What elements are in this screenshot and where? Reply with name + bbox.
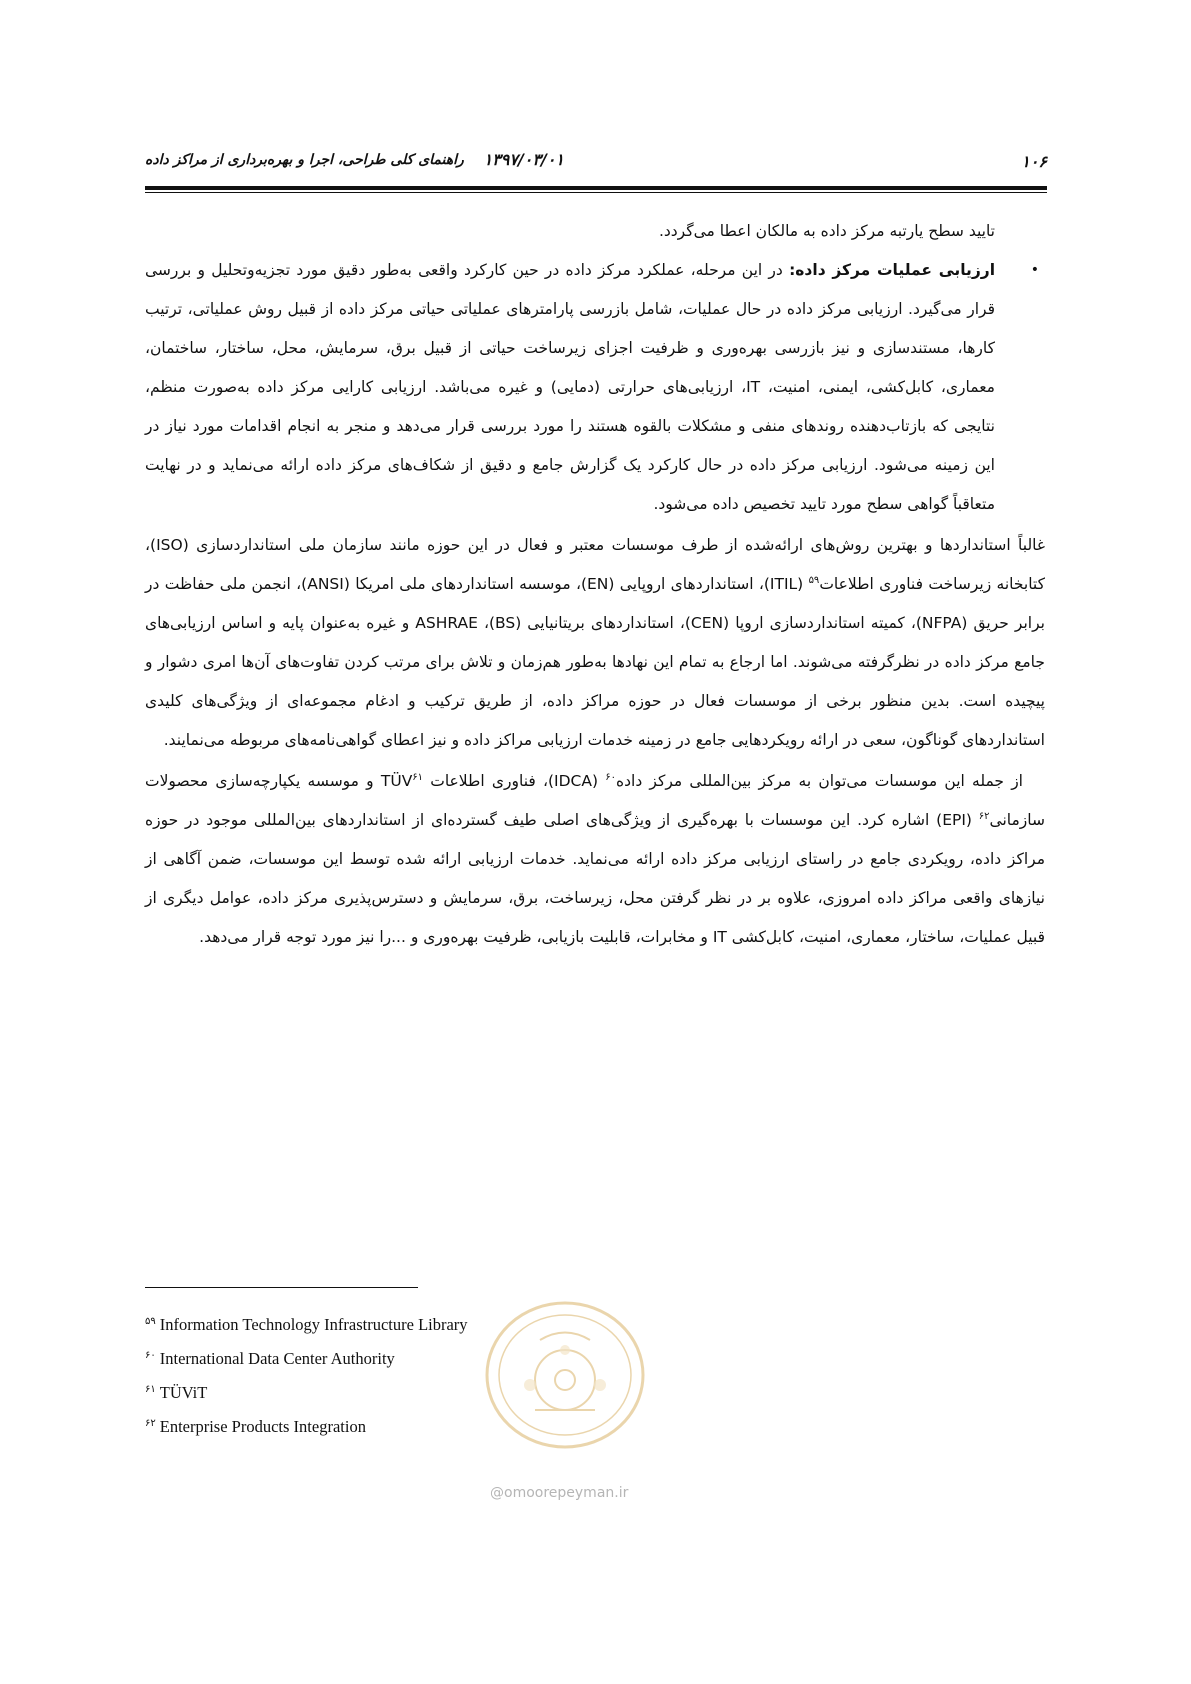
paragraph-institutes-part-c: و موسسه یکپارچه‌سازی محصولات سازمانی bbox=[145, 772, 1045, 829]
header-rule-thin bbox=[145, 192, 1047, 193]
footnote-mark: ۶۱ bbox=[145, 1383, 156, 1395]
footnote-text: Enterprise Products Integration bbox=[159, 1417, 366, 1436]
watermark-logo-icon bbox=[470, 1280, 660, 1455]
watermark-site: @omoorepeyman.ir bbox=[490, 1485, 629, 1501]
footnote-text: Information Technology Infrastructure Library bbox=[159, 1315, 468, 1334]
bullet-marker: • bbox=[1030, 262, 1039, 278]
paragraph-standards-part-a: غالباً استانداردها و بهترین روش‌های ارائه‌شده از طرف موسسات معتبر و فعال در این حوزه مانند سازمان ملی استانداردسازی (ISO)، کتابخانه زیرساخت فناوری اطلاعات bbox=[145, 536, 1045, 593]
footnote-mark: ۶۰ bbox=[145, 1349, 156, 1361]
paragraph-institutes-part-a: از جمله این موسسات می‌توان به مرکز بین‌المللی مرکز داده bbox=[615, 772, 1023, 790]
footnote-text: International Data Center Authority bbox=[159, 1349, 395, 1368]
footnote-mark: ۵۹ bbox=[145, 1315, 156, 1327]
header-date: ۱۳۹۷/۰۳/۰۱ bbox=[483, 150, 564, 169]
paragraph-standards bbox=[145, 526, 1045, 760]
footnote-ref-60: ۶۰ bbox=[605, 771, 616, 783]
footnote-separator bbox=[145, 1287, 418, 1288]
header-rule-thick bbox=[145, 186, 1047, 190]
paragraph-institutes-part-b: (IDCA)، فناوری اطلاعات TÜV bbox=[380, 772, 606, 790]
running-header bbox=[145, 148, 1047, 176]
footnote-ref-59: ۵۹ bbox=[808, 574, 820, 586]
paragraph-institutes bbox=[145, 762, 1045, 957]
bullet-title: ارزیابی عملیات مرکز داده: bbox=[789, 261, 996, 279]
footnote-ref-62: ۶۲ bbox=[978, 810, 990, 822]
header-title: راهنمای کلی طراحی، اجرا و بهره‌برداری از مراکز داده bbox=[145, 152, 464, 168]
body-text bbox=[145, 212, 1045, 957]
page-number: ۱۰۶ bbox=[1021, 152, 1047, 171]
bullet-body: در این مرحله، عملکرد مرکز داده در حین کارکرد واقعی به‌طور دقیق مورد تجزیه‌وتحلیل و بررسی قرار می‌گیرد. ارزیابی مرکز داده در حال عملیات، شامل بازرسی پارامترهای عملیاتی حیاتی مرکز داده از قبیل روش عملیاتی، ترتیب کارها، مستندسازی و نیز بازرسی بهره‌وری و ظرفیت اجزای زیرساخت حیاتی از قبیل برق، سرمایش، محل، ساختار، ساختمان، معماری، کابل‌کشی، ایمنی، امنیت، IT، ارزیابی‌های حرارتی (دمایی) و غیره می‌باشد. ارزیابی کارایی مرکز داده به‌صورت منظم، نتایجی که بازتاب‌دهنده روندهای منفی و مشکلات بالقوه هستند را مورد بررسی قرار می‌دهد و منجر به انجام اقدامات مورد نیاز در این زمینه می‌شود. ارزیابی مرکز داده در حال کارکرد یک گزارش جامع و دقیق از شکاف‌های مرکز داده ارائه می‌نماید و در نهایت متعاقباً گواهی سطح مورد تایید تخصیص داده می‌شود. bbox=[145, 261, 995, 513]
paragraph-continuation: تایید سطح یارتبه مرکز داده به مالکان اعطا می‌گردد. bbox=[658, 222, 995, 240]
footnote-text: TÜViT bbox=[159, 1383, 208, 1402]
paragraph-standards-part-b: (ITIL)، استانداردهای اروپایی (EN)، موسسه استانداردهای ملی امریکا (ANSI)، انجمن ملی حفاظت در برابر حریق (NFPA)، کمیته استانداردسازی اروپا (CEN)، استانداردهای بریتانیایی (BS)، ASHRAE و غیره به‌عنوان پایه و اساس ارزیابی‌های جامع مرکز داده در نظرگرفته می‌شوند. اما ارجاع به تمام این نهادها به‌طور هم‌زمان و تلاش برای مرتب کردن تفاوت‌های آن‌ها امری دشوار و پیچیده است. بدین منظور برخی از موسسات فعال در حوزه مراکز داده، از طریق ترکیب و ادغام مجموعه‌ای از ویژگی‌های کلیدی استانداردهای گوناگون، سعی در ارائه رویکردهایی جامع در زمینه خدمات ارزیابی مراکز داده و نیز اعطای گواهی‌نامه‌های مربوطه می‌نمایند. bbox=[145, 575, 1045, 749]
footnote-mark: ۶۲ bbox=[145, 1417, 156, 1429]
paragraph-institutes-part-d: (EPI) اشاره کرد. این موسسات با بهره‌گیری از ویژگی‌های اصلی طیف گسترده‌ای از استانداردهای بین‌المللی موجود در حوزه مراکز داده، رویکردی جامع در راستای ارزیابی مرکز داده ارائه می‌نماید. خدمات ارزیابی ارائه شده توسط این موسسات، ضمن آگاهی از نیازهای واقعی مراکز داده امروزی، علاوه بر در نظر گرفتن محل، زیرساخت، برق، سرمایش و دسترس‌پذیری مرکز داده، عوامل دیگری از قبیل عملیات، ساختار، معماری، امنیت، کابل‌کشی IT و مخابرات، قابلیت بازیابی، ظرفیت بهره‌وری و ...را نیز مورد توجه قرار می‌دهد. bbox=[145, 811, 1045, 946]
footnote-ref-61: ۶۱ bbox=[412, 771, 424, 783]
bullet-paragraph bbox=[145, 251, 1045, 524]
